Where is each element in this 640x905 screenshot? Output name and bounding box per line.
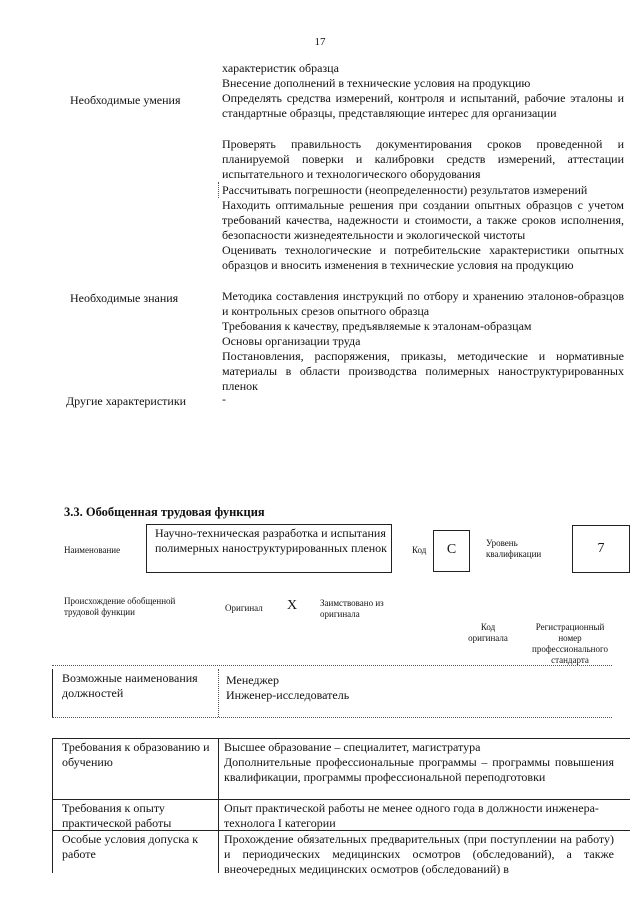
positions-bottom xyxy=(52,717,612,718)
origin-label: Происхождение обобщенной трудовой функции xyxy=(64,596,176,617)
borrowed-label: Заимствовано из оригинала xyxy=(320,598,384,619)
education-label: Требования к образованию и обучению xyxy=(62,740,210,769)
experience-value: Опыт практической работы не менее одного года в должности инженера-технолога I категории xyxy=(224,801,599,830)
positions-border-left xyxy=(52,669,53,717)
req-table-mid xyxy=(218,738,219,873)
knowledge-item-1: Методика составления инструкций по отбору и хранению эталонов-образцов и контрольных срезов опытного образца xyxy=(222,289,624,318)
skill-item-4: Находить оптимальные решения при создании опытных образцов с учетом требований качества, надежности и стоимости, а также сроков исполнения, безопасности жизнедеятельности и экологической чистоты xyxy=(222,198,624,242)
conditions-label: Особые условия допуска к работе xyxy=(62,832,199,861)
skill-item-2: Проверять правильность документирования сроков проведенной и планируемой поверки и калибровки средств измерений, аттестации испытательного и технологического оборудования xyxy=(222,137,624,181)
continuation-line-1: характеристик образца xyxy=(222,61,339,75)
code-original-label: Код оригинала xyxy=(468,622,508,643)
skill-item-3: Рассчитывать погрешности (неопределенности) результатов измерений xyxy=(222,183,588,197)
req-row-divider-1 xyxy=(52,799,630,800)
section-title: 3.3. Обобщенная трудовая функция xyxy=(64,505,265,519)
name-value: Научно-техническая разработка и испытания полимерных наноструктурированных пленок xyxy=(155,526,388,555)
positions-border-mid xyxy=(218,669,219,717)
code-label: Код xyxy=(412,545,427,555)
positions-label: Возможные наименования должностей xyxy=(62,671,198,700)
page-number: 17 xyxy=(314,36,326,48)
knowledge-item-4: Постановления, распоряжения, приказы, методические и нормативные материалы в области производства полимерных наноструктурированных пленок xyxy=(222,349,624,393)
continuation-line-2: Внесение дополнений в технические условия на продукцию xyxy=(222,76,531,90)
original-label: Оригинал xyxy=(225,603,263,613)
separator-line xyxy=(52,665,612,666)
other-label: Другие характеристики xyxy=(66,394,187,408)
knowledge-item-3: Основы организации труда xyxy=(222,334,361,348)
reg-number-label: Регистрационный номер профессионального стандарта xyxy=(532,622,608,665)
skill-item-5: Оценивать технологические и потребительские характеристики опытных образцов и вносить изменения в технические условия на продукцию xyxy=(222,243,624,272)
education-item-2: Дополнительные профессиональные программы – программы повышения квалификации, программы профессиональной переподготовки xyxy=(224,755,614,784)
req-table-left xyxy=(52,738,53,873)
education-item-1: Высшее образование – специалитет, магистратура xyxy=(224,740,481,754)
original-mark: X xyxy=(287,598,298,613)
position-item-1: Менеджер xyxy=(226,673,279,687)
position-item-2: Инженер-исследователь xyxy=(226,688,350,702)
conditions-value: Прохождение обязательных предварительных (при поступлении на работу) и периодических медицинских осмотров (обследований), а также внеочередных медицинских осмотров (обследований) в xyxy=(224,832,614,876)
level-value: 7 xyxy=(597,541,605,556)
other-value: - xyxy=(222,392,226,406)
name-label: Наименование xyxy=(64,545,121,555)
skills-label: Необходимые умения xyxy=(70,93,181,107)
cell-border-mark xyxy=(218,182,219,198)
req-table-top xyxy=(52,738,630,739)
experience-label: Требования к опыту практической работы xyxy=(62,801,172,830)
code-value: C xyxy=(446,542,457,557)
skill-item-1: Определять средства измерений, контроля и испытаний, рабочие эталоны и стандартные образцы, представляющие интерес для организации xyxy=(222,91,624,120)
knowledge-item-2: Требования к качеству, предъявляемые к эталонам-образцам xyxy=(222,319,532,333)
knowledge-label: Необходимые знания xyxy=(70,291,179,305)
level-label: Уровень квалификации xyxy=(486,538,542,559)
